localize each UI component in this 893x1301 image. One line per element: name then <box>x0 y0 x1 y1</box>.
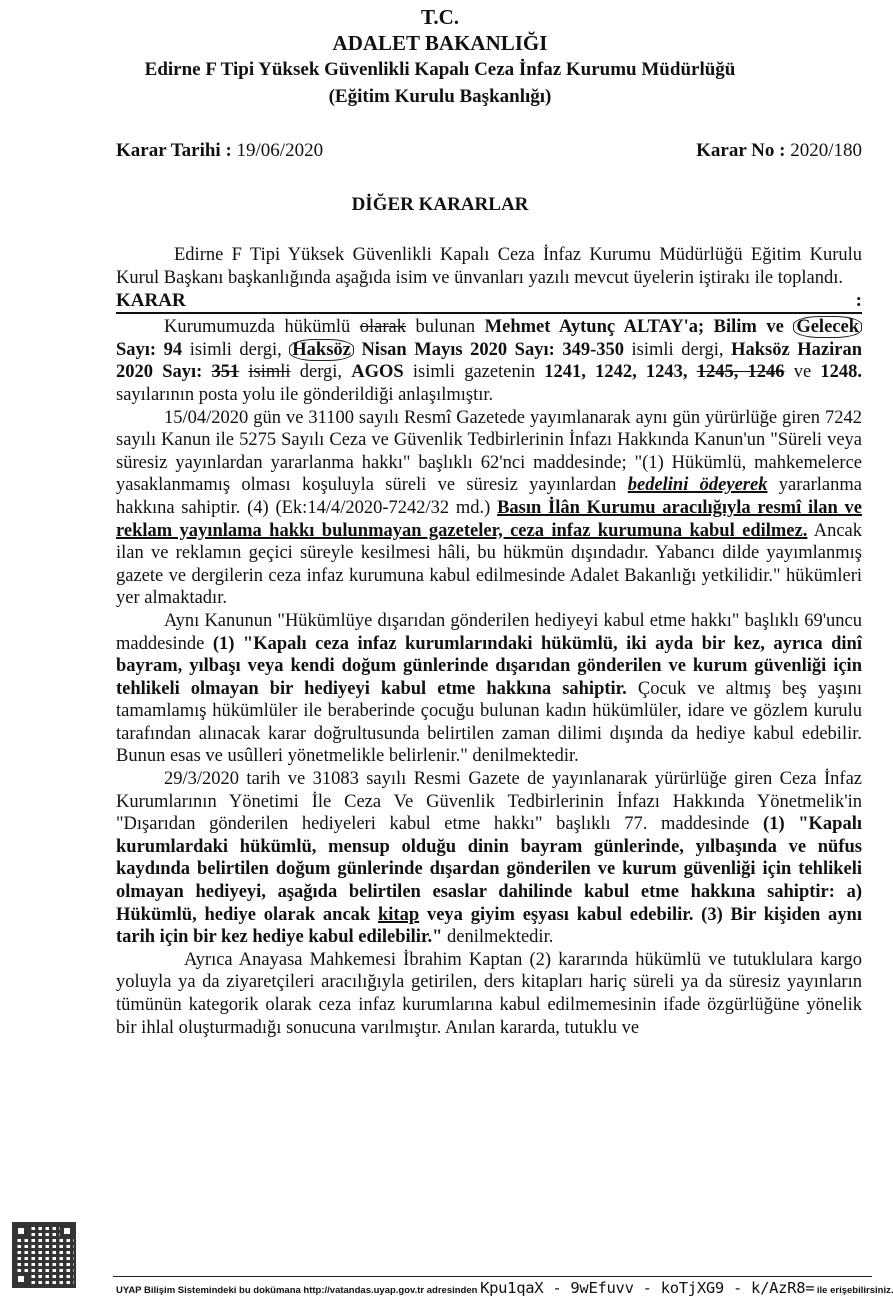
header-tc: T.C. <box>420 5 460 29</box>
karar-label: KARAR <box>116 290 186 312</box>
bold-text: Haksöz Haziran 2020 Sayı: <box>116 339 863 383</box>
decision-number-label: Karar No : <box>696 140 786 161</box>
footer-suffix: ile erişebilirsiniz. <box>814 1285 893 1296</box>
circled-text: Haksöz <box>289 339 354 361</box>
text-run: sayılarının posta yolu ile gönderildiği anlaşılmıştır. <box>116 384 494 405</box>
text-run: ve <box>784 362 821 383</box>
underlined-text: kitap <box>378 904 420 925</box>
decision-date-label: Karar Tarihi : <box>116 140 232 161</box>
text-run: 29/3/2020 tarih ve 31083 sayılı Resmi Gazete de yayınlanarak yürürlüğe giren Ceza İnfaz Kurumlarının Yönetimi İle Ceza Ve Güvenlik Tedbirlerinin İnfazı Hakkında Yönetmelik'in "Dışarıdan gönderilen hediyeleri kabul etme hakkı" başlıklı 77. maddesinde <box>116 769 862 835</box>
bold-text: Sayı: 94 <box>116 339 183 360</box>
karar-colon: : <box>855 290 862 312</box>
text-run: isimli dergi, <box>623 339 732 360</box>
header-institution: Edirne F Tipi Yüksek Güvenlikli Kapalı Ceza İnfaz Kurumu Müdürlüğü <box>144 59 736 80</box>
verification-code: Kpu1qaX - 9wEfuvv - koTjXG9 - k/AzR8= <box>480 1279 815 1297</box>
text-run: isimli gazetenin <box>403 362 545 383</box>
decision-date <box>116 138 323 164</box>
text-run: denilmektedir. <box>442 927 554 948</box>
header-board: (Eğitim Kurulu Başkanlığı) <box>328 86 552 107</box>
text-run: Kurumumuzda hükümlü <box>164 317 360 338</box>
struck-text: isimli <box>248 362 291 383</box>
qr-finder <box>14 1224 28 1238</box>
subject-title: DİĞER KARARLAR <box>351 194 529 215</box>
footer-rule <box>113 1276 872 1277</box>
header-ministry: ADALET BAKANLIĞI <box>332 31 548 55</box>
bold-text: AGOS <box>351 362 404 383</box>
bold-text: Nisan Mayıs 2020 Sayı: 349-350 <box>353 339 624 360</box>
text-run: bulunan <box>406 317 485 338</box>
text-run: Çocuk ve altmış beş yaşını tamamlamış hükümlüler ile beraberinde çocuğu bulunan kadın hükümlüler, idare ve gözlem kurulu tarafından alınacak karar doğrultusunda belirtilen zaman dilimi dışında da hediye kabul edebilir. Bunun esas ve usûlleri yönetmelikle belirlenir." denilmektedir. <box>116 678 863 767</box>
qr-code <box>12 1222 76 1288</box>
karar-heading <box>116 290 862 314</box>
text-run: Aynı Kanunun "Hükümlüye dışarıdan gönderilen hediyeyi kabul etme hakkı" başlıklı 69'uncu maddesinde <box>116 610 862 654</box>
circled-text: Gelecek <box>793 316 862 338</box>
qr-finder <box>14 1272 28 1286</box>
struck-text: olarak <box>359 317 407 338</box>
paragraph-3 <box>116 610 862 768</box>
document-body <box>116 244 862 1039</box>
paragraph-1 <box>116 316 862 406</box>
paragraph-4 <box>116 768 862 949</box>
underlined-text: Basın İlân Kurumu aracılığıyla resmî ilan ve reklam yayınlama hakkı bulunmayan gazeteler, ceza infaz kurumuna kabul edilmez. <box>116 497 862 541</box>
underlined-text: bedelini ödeyerek <box>627 475 768 496</box>
intro-paragraph: Edirne F Tipi Yüksek Güvenlikli Kapalı Ceza İnfaz Kurumu Müdürlüğü Eğitim Kurulu Kurul Başkanı başkanlığında aşağıda isim ve ünvanları yazılı mevcut üyelerin iştirakı ile toplandı. <box>116 245 862 288</box>
text-run: dergi, <box>290 362 352 383</box>
struck-text: 351 <box>211 362 240 383</box>
qr-finder <box>60 1224 74 1238</box>
text-run: yararlanma hakkına sahiptir. (4) (Ek:14/4/2020-7242/32 md.) <box>116 475 862 518</box>
bold-text: 1241, 1242, 1243, <box>544 362 697 383</box>
paragraph-2 <box>116 407 862 610</box>
struck-text: 1245, 1246 <box>696 362 785 383</box>
decision-date-value: 19/06/2020 <box>231 140 324 161</box>
bold-text: Mehmet Aytunç ALTAY'a; Bilim ve <box>484 317 794 338</box>
text-run: isimli dergi, <box>182 339 290 360</box>
bold-text: 1248. <box>820 362 862 383</box>
bold-text: veya giyim eşyası kabul edebilir. (3) Bir kişiden aynı tarih için bir kez hediye kabul edilebilir." <box>116 904 862 948</box>
text-run: Ancak ilan ve reklamın geçici süreyle kesilmesi hâli, bu hükmün dışındadır. Yabancı dilde yayımlanmış gazete ve dergilerin ceza infaz kurumuna kabul edilmesinde Adalet Bakanlığı yetkilidir." hükümleri yer almaktadır. <box>116 520 863 609</box>
paragraph-5: Ayrıca Anayasa Mahkemesi İbrahim Kaptan (2) kararında hükümlü ve tutuklulara kargo yoluyla ya da ziyaretçileri aracılığıyla getirilen, ders kitapları hariç süreli ya da süresiz yayınların tümünün kategorik olarak ceza infaz kurumlarına kabul edilmemesinin ifade özgürlüğüne yönelik bir ihlal oluşturmadığı sonucuna varılmıştır. Anılan kararda, tutuklu ve <box>116 949 862 1038</box>
decision-number <box>696 138 862 164</box>
footer-prefix: UYAP Bilişim Sistemindeki bu dokümana http://vatandas.uyap.gov.tr adresinden <box>116 1285 481 1296</box>
decision-number-value: 2020/180 <box>785 140 862 161</box>
bold-text: (1) "Kapalı ceza infaz kurumlarındaki hükümlü, iki ayda bir kez, ayrıca dinî bayram, yılbaşı veya kendi doğum günlerinde dışarıdan gönderilen ve kurum güvenliği için tehlikeli olmayan bir hediyeyi kabul etme hakkına sahiptir. <box>116 633 862 699</box>
bold-text: (1) "Kapalı kurumlardaki hükümlü, mensup olduğu dinin bayram günlerinde, yılbaşında ve nüfus kaydında belirtilen doğum günlerinde dışardan gönderilen ve kurum güvenliği için tehlikeli olmayan hediyeyi, aşağıda belirtilen esaslar dahilinde kabul etme hakkına sahiptir: a) Hükümlü, hediye olarak ancak <box>116 814 862 925</box>
footer <box>116 1279 893 1297</box>
text-run: 15/04/2020 gün ve 31100 sayılı Resmî Gazetede yayımlanarak aynı gün yürürlüğe giren 7242 sayılı Kanun ile 5275 Sayılı Ceza ve Güvenlik Tedbirlerinin İnfazı Hakkında Kanun'un "Süreli veya süresiz yayınlardan yararlanma hakkı" başlıklı 62'nci maddesinde; "(1) Hükümlü, mahkemelerce yasaklanmamış olması koşuluyla süreli ve süresiz yayınlardan <box>116 407 862 496</box>
